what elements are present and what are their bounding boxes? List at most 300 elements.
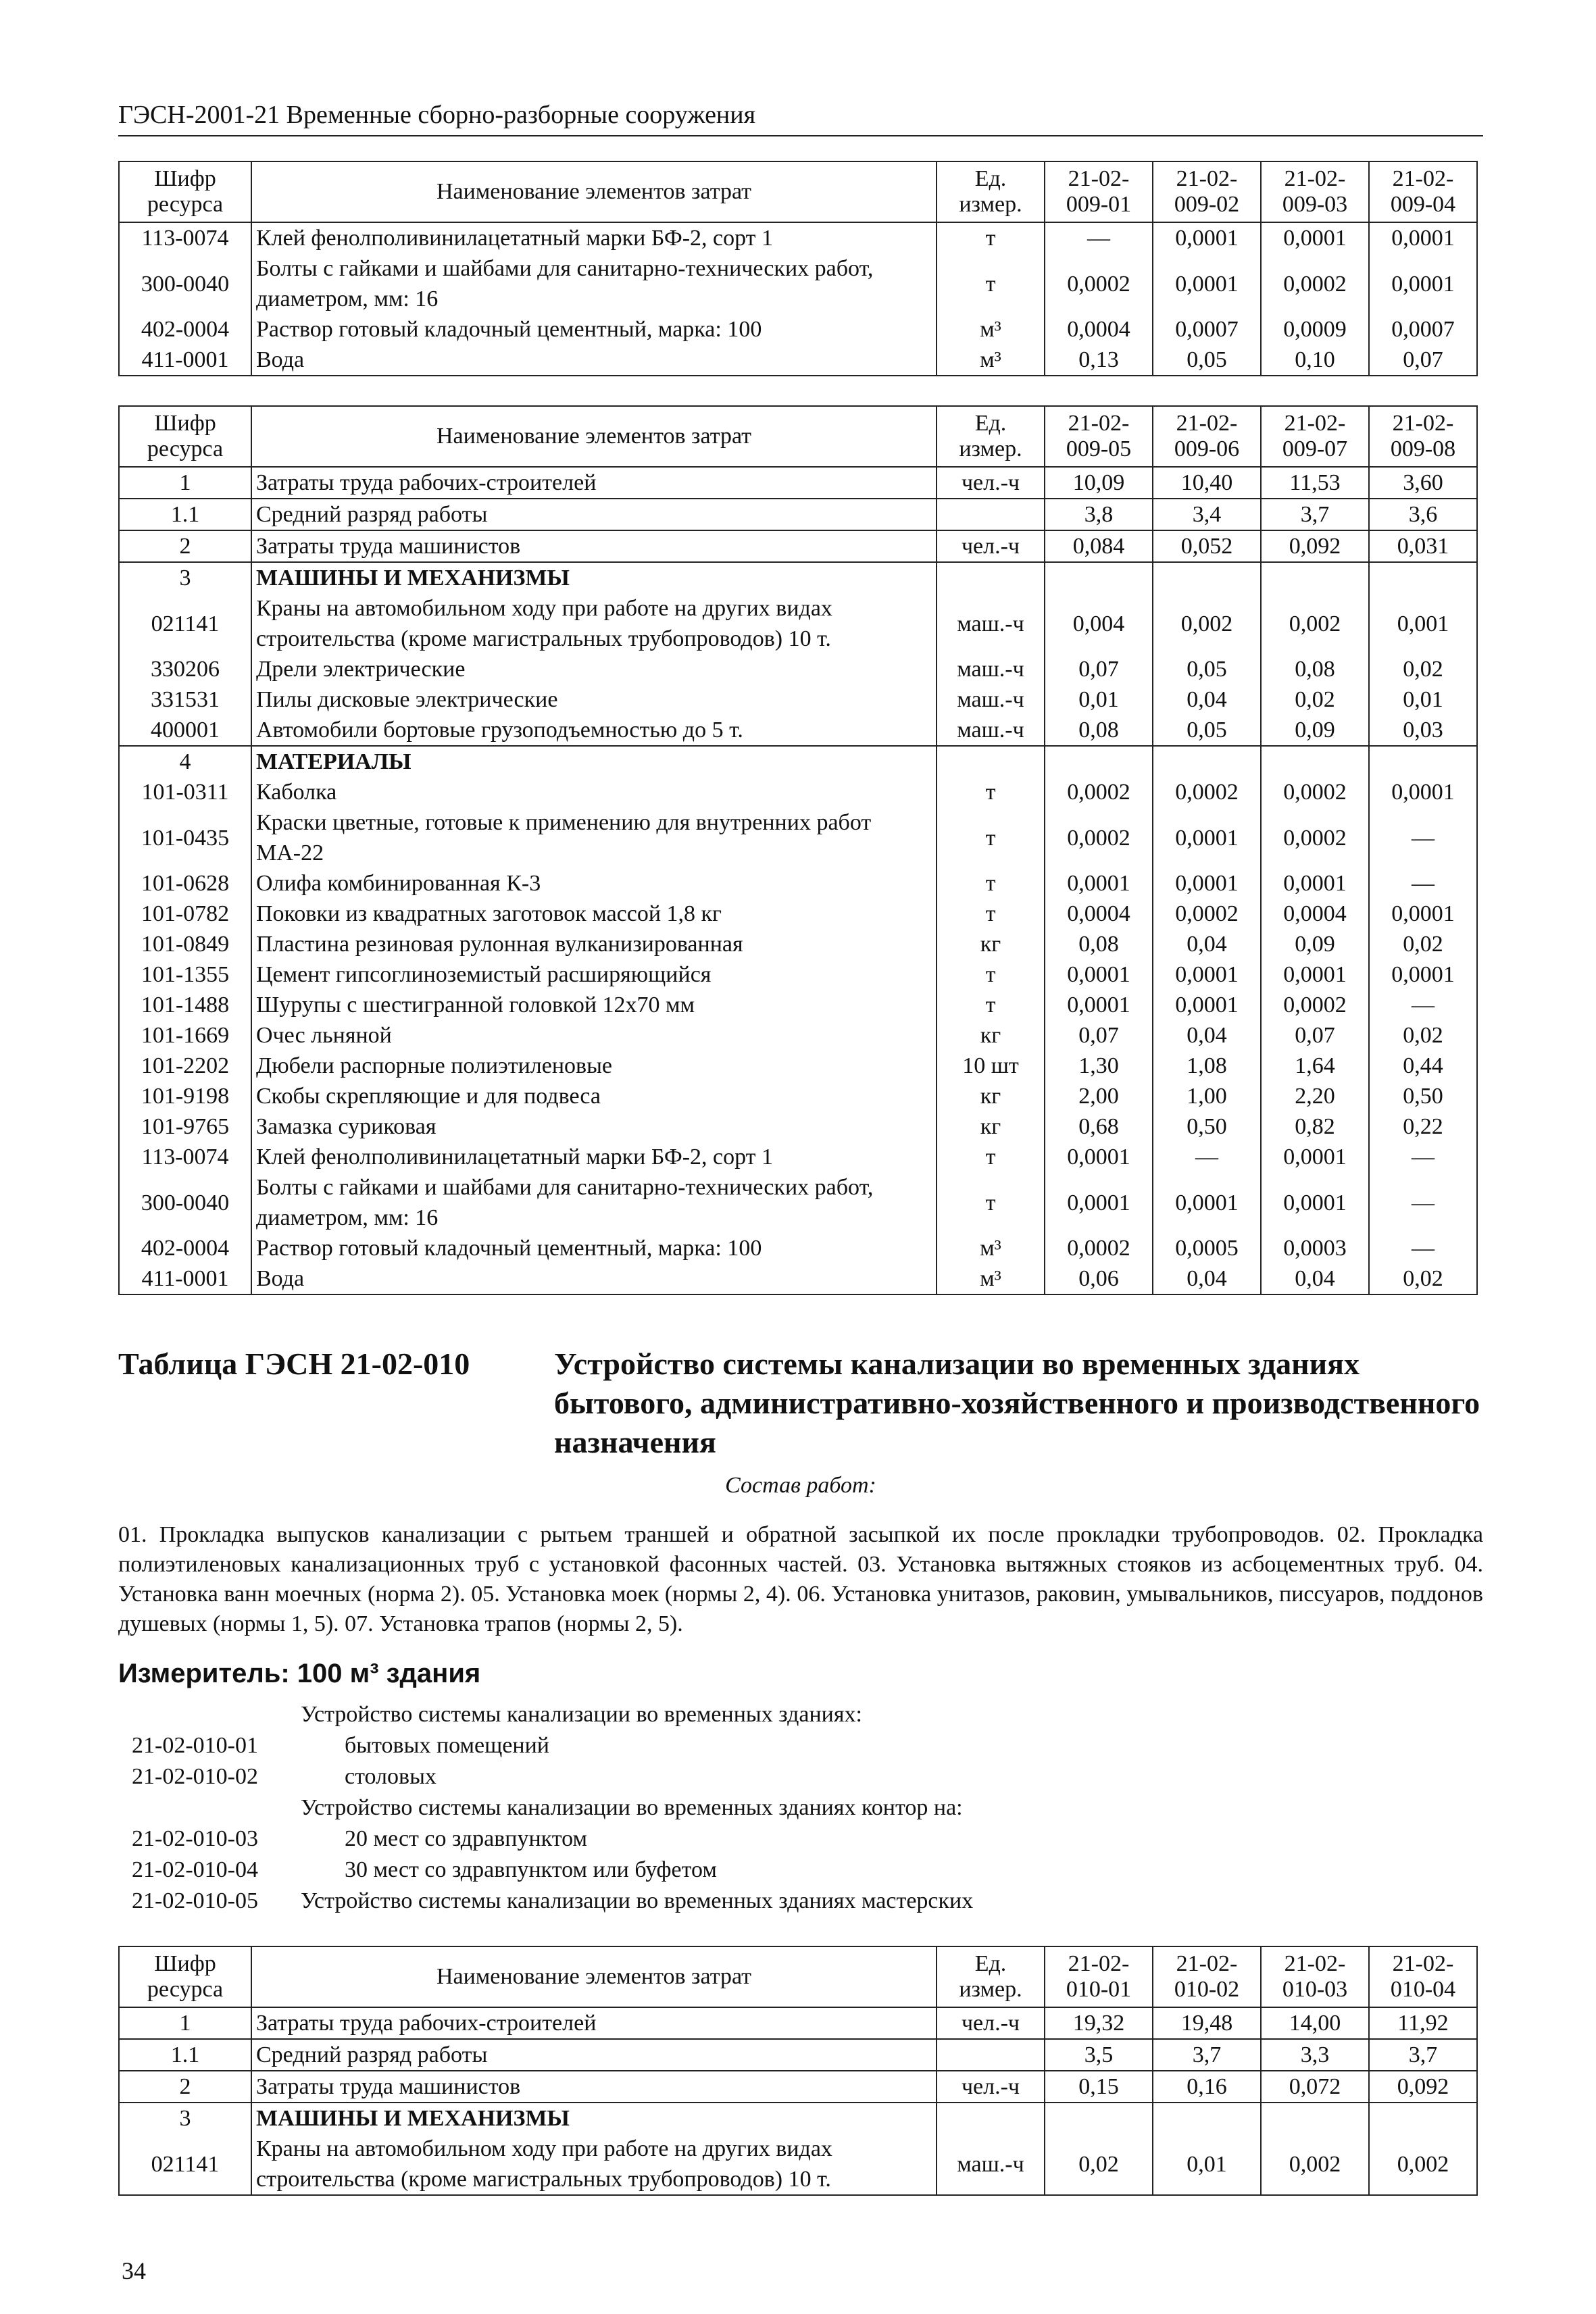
variant-desc: бытовых помещений [345, 1733, 549, 1758]
resource-value: 1,08 [1153, 1051, 1261, 1081]
resource-unit: т [937, 899, 1045, 929]
resource-value: 0,03 [1369, 715, 1477, 746]
variant-group-heading: Устройство системы канализации во временных зданиях: [301, 1702, 862, 1727]
resource-table-009-05-08 [118, 405, 1478, 1295]
resource-value: — [1369, 1233, 1477, 1263]
page-header: ГЭСН-2001-21 Временные сборно-разборные сооружения [118, 100, 1483, 136]
resource-value: 0,0001 [1369, 777, 1477, 807]
resource-value: 0,092 [1261, 530, 1369, 562]
resource-name: Затраты труда машинистов [251, 2071, 937, 2103]
resource-unit: м³ [937, 1233, 1045, 1263]
table-row [119, 2103, 1477, 2134]
resource-name: Краны на автомобильном ходу при работе на других видах строительства (кроме магистральных трубопроводов) 10 т. [251, 2134, 937, 2195]
resource-unit: маш.-ч [937, 2134, 1045, 2195]
table-row [119, 314, 1477, 345]
resource-value: 0,08 [1045, 929, 1153, 959]
resource-code: 101-9765 [119, 1111, 251, 1142]
table-row [119, 1263, 1477, 1294]
resource-value: 0,0002 [1045, 777, 1153, 807]
composition-label: Состав работ: [725, 1473, 876, 1498]
resource-code: 411-0001 [119, 1263, 251, 1294]
resource-name: Автомобили бортовые грузоподъемностью до 5 т. [251, 715, 937, 746]
resource-value: 0,002 [1153, 593, 1261, 654]
resource-value: 3,7 [1153, 2039, 1261, 2071]
norm-variants [132, 1699, 1483, 1917]
resource-value: 0,092 [1369, 2071, 1477, 2103]
resource-code: 101-1355 [119, 959, 251, 990]
resource-value: 0,0002 [1045, 1233, 1153, 1263]
resource-value: 0,01 [1153, 2134, 1261, 2195]
column-header-norm: 21-02-009-03 [1261, 161, 1369, 222]
table-row [119, 777, 1477, 807]
resource-code: 2 [119, 530, 251, 562]
resource-code: 2 [119, 2071, 251, 2103]
resource-code: 330206 [119, 654, 251, 684]
table-row [119, 345, 1477, 376]
resource-code: 411-0001 [119, 345, 251, 376]
table-row [119, 2039, 1477, 2071]
resource-value [1045, 2103, 1153, 2134]
resource-value: 0,0002 [1153, 899, 1261, 929]
resource-value: 0,0001 [1261, 222, 1369, 253]
resource-value: 0,0002 [1045, 253, 1153, 314]
resource-name: Очес льняной [251, 1020, 937, 1051]
table-row [119, 467, 1477, 499]
resource-name: Затраты труда машинистов [251, 530, 937, 562]
resource-code: 3 [119, 2103, 251, 2134]
resource-value: 0,0001 [1045, 868, 1153, 899]
table-row [119, 1172, 1477, 1233]
resource-code: 402-0004 [119, 314, 251, 345]
variant-group-heading: Устройство системы канализации во временных зданиях контор на: [301, 1795, 963, 1820]
column-header-norm: 21-02-010-01 [1045, 1946, 1153, 2007]
resource-unit [937, 2039, 1045, 2071]
resource-value: 0,0001 [1261, 868, 1369, 899]
resource-value: 3,6 [1369, 499, 1477, 530]
resource-value [1153, 2103, 1261, 2134]
resource-value: 0,08 [1261, 654, 1369, 684]
resource-name: Дрели электрические [251, 654, 937, 684]
resource-code: 101-0782 [119, 899, 251, 929]
resource-value: 0,0001 [1369, 959, 1477, 990]
resource-value [1369, 2103, 1477, 2134]
table-row [119, 2071, 1477, 2103]
resource-value: 0,0002 [1045, 807, 1153, 868]
resource-value: 0,0002 [1153, 777, 1261, 807]
resource-unit [937, 499, 1045, 530]
column-header-name: Наименование элементов затрат [251, 161, 937, 222]
resource-value: 0,0002 [1261, 990, 1369, 1020]
resource-value: 0,0001 [1261, 1172, 1369, 1233]
resource-value: 3,60 [1369, 467, 1477, 499]
resource-code: 331531 [119, 684, 251, 715]
resource-value: 0,0001 [1153, 990, 1261, 1020]
column-header-code: Шифр ресурса [119, 1946, 251, 2007]
table-number: Таблица ГЭСН 21-02-010 [118, 1347, 470, 1381]
resource-unit: т [937, 868, 1045, 899]
resource-value: 10,09 [1045, 467, 1153, 499]
resource-value: 3,4 [1153, 499, 1261, 530]
resource-value: 0,0001 [1153, 959, 1261, 990]
resource-value: 0,0001 [1261, 1142, 1369, 1172]
resource-value: 0,13 [1045, 345, 1153, 376]
resource-unit [937, 2103, 1045, 2134]
resource-value: 0,06 [1045, 1263, 1153, 1294]
resource-code: 101-1488 [119, 990, 251, 1020]
resource-value: 1,00 [1153, 1081, 1261, 1111]
table-row [119, 222, 1477, 253]
resource-value: 0,0001 [1045, 959, 1153, 990]
resource-value: 0,02 [1369, 1020, 1477, 1051]
resource-table-009-01-04 [118, 161, 1478, 376]
column-header-name: Наименование элементов затрат [251, 406, 937, 467]
resource-value: 0,0001 [1369, 253, 1477, 314]
resource-name: Замазка суриковая [251, 1111, 937, 1142]
resource-value: 0,084 [1045, 530, 1153, 562]
resource-value: 0,0002 [1261, 807, 1369, 868]
resource-name: Клей фенолполивинилацетатный марки БФ-2, сорт 1 [251, 1142, 937, 1172]
resource-code: 101-1669 [119, 1020, 251, 1051]
resource-name: Краски цветные, готовые к применению для внутренних работ МА-22 [251, 807, 937, 868]
resource-value: 0,50 [1153, 1111, 1261, 1142]
resource-value [1261, 746, 1369, 777]
resource-code: 402-0004 [119, 1233, 251, 1263]
resource-value: 0,0005 [1153, 1233, 1261, 1263]
resource-value: 0,052 [1153, 530, 1261, 562]
variant-code: 21-02-010-01 [132, 1733, 258, 1758]
variant-code: 21-02-010-04 [132, 1857, 258, 1882]
resource-unit: т [937, 777, 1045, 807]
column-header-name: Наименование элементов затрат [251, 1946, 937, 2007]
table-row [119, 1020, 1477, 1051]
resource-value: 0,50 [1369, 1081, 1477, 1111]
resource-unit: чел.-ч [937, 2007, 1045, 2039]
resource-unit: м³ [937, 314, 1045, 345]
resource-value: 0,0009 [1261, 314, 1369, 345]
variant-code: 21-02-010-05 [132, 1888, 258, 1913]
table-row [119, 1233, 1477, 1263]
resource-code: 3 [119, 562, 251, 593]
column-header-norm: 21-02-009-04 [1369, 161, 1477, 222]
resource-unit: т [937, 1172, 1045, 1233]
resource-unit: т [937, 990, 1045, 1020]
resource-value: 10,40 [1153, 467, 1261, 499]
resource-value: 0,0003 [1261, 1233, 1369, 1263]
resource-value: 19,32 [1045, 2007, 1153, 2039]
resource-name: Вода [251, 1263, 937, 1294]
resource-value [1261, 2103, 1369, 2134]
table-row [119, 899, 1477, 929]
resource-value: 0,01 [1045, 684, 1153, 715]
resource-unit [937, 562, 1045, 593]
resource-unit: чел.-ч [937, 2071, 1045, 2103]
table-row [119, 1081, 1477, 1111]
resource-value: 0,15 [1045, 2071, 1153, 2103]
resource-value: 0,02 [1045, 2134, 1153, 2195]
table-row [119, 990, 1477, 1020]
resource-value: 0,0001 [1153, 253, 1261, 314]
resource-name: Пилы дисковые электрические [251, 684, 937, 715]
resource-value: 0,0001 [1261, 959, 1369, 990]
resource-value: 14,00 [1261, 2007, 1369, 2039]
resource-code: 4 [119, 746, 251, 777]
resource-value: 0,04 [1153, 929, 1261, 959]
resource-value: 0,02 [1369, 929, 1477, 959]
resource-value: — [1369, 990, 1477, 1020]
table-row [119, 807, 1477, 868]
resource-value: 0,0001 [1369, 899, 1477, 929]
resource-value: 3,7 [1369, 2039, 1477, 2071]
table-row [119, 868, 1477, 899]
column-header-norm: 21-02-009-02 [1153, 161, 1261, 222]
resource-unit: маш.-ч [937, 684, 1045, 715]
resource-name: Краны на автомобильном ходу при работе на других видах строительства (кроме магистральных трубопроводов) 10 т. [251, 593, 937, 654]
resource-unit: кг [937, 1020, 1045, 1051]
resource-value: 0,0001 [1045, 1172, 1153, 1233]
resource-value: 0,0001 [1045, 1142, 1153, 1172]
resource-unit: м³ [937, 345, 1045, 376]
column-header-norm: 21-02-009-05 [1045, 406, 1153, 467]
resource-value: 0,09 [1261, 929, 1369, 959]
resource-value: 0,68 [1045, 1111, 1153, 1142]
column-header-unit: Ед. измер. [937, 406, 1045, 467]
resource-value [1153, 562, 1261, 593]
resource-value: 3,7 [1261, 499, 1369, 530]
resource-value: 0,0004 [1045, 899, 1153, 929]
column-header-norm: 21-02-009-01 [1045, 161, 1153, 222]
resource-unit: кг [937, 929, 1045, 959]
column-header-norm: 21-02-009-07 [1261, 406, 1369, 467]
resource-value [1369, 746, 1477, 777]
resource-value: 2,20 [1261, 1081, 1369, 1111]
resource-code: 101-0311 [119, 777, 251, 807]
column-header-unit: Ед. измер. [937, 1946, 1045, 2007]
variant-code: 21-02-010-02 [132, 1764, 258, 1789]
resource-code: 1 [119, 2007, 251, 2039]
resource-value: 0,002 [1261, 2134, 1369, 2195]
resource-value: 19,48 [1153, 2007, 1261, 2039]
resource-code: 300-0040 [119, 1172, 251, 1233]
resource-value: 0,82 [1261, 1111, 1369, 1142]
resource-value: 3,8 [1045, 499, 1153, 530]
resource-value: 1,30 [1045, 1051, 1153, 1081]
resource-value: 0,0001 [1045, 990, 1153, 1020]
resource-value: 0,10 [1261, 345, 1369, 376]
resource-value: 1,64 [1261, 1051, 1369, 1081]
resource-value: 0,05 [1153, 654, 1261, 684]
table-row [119, 959, 1477, 990]
resource-value: 0,002 [1261, 593, 1369, 654]
resource-value: 2,00 [1045, 1081, 1153, 1111]
resource-unit: т [937, 1142, 1045, 1172]
resource-value: 0,0001 [1153, 1172, 1261, 1233]
resource-value: 0,16 [1153, 2071, 1261, 2103]
resource-value: 0,07 [1045, 1020, 1153, 1051]
resource-value [1369, 562, 1477, 593]
resource-name: Олифа комбинированная К-3 [251, 868, 937, 899]
resource-value: 0,0002 [1261, 777, 1369, 807]
resource-name: Дюбели распорные полиэтиленовые [251, 1051, 937, 1081]
resource-name: Цемент гипсоглиноземистый расширяющийся [251, 959, 937, 990]
resource-name: МАШИНЫ И МЕХАНИЗМЫ [251, 2103, 937, 2134]
resource-code: 400001 [119, 715, 251, 746]
resource-name: Клей фенолполивинилацетатный марки БФ-2, сорт 1 [251, 222, 937, 253]
resource-value: 0,04 [1261, 1263, 1369, 1294]
resource-unit: чел.-ч [937, 467, 1045, 499]
resource-unit: кг [937, 1111, 1045, 1142]
resource-name: Затраты труда рабочих-строителей [251, 467, 937, 499]
resource-value: 0,22 [1369, 1111, 1477, 1142]
resource-name: Шурупы с шестигранной головкой 12х70 мм [251, 990, 937, 1020]
column-header-unit: Ед. измер. [937, 161, 1045, 222]
resource-value: 0,0001 [1153, 807, 1261, 868]
resource-code: 113-0074 [119, 1142, 251, 1172]
resource-unit: т [937, 807, 1045, 868]
resource-value: — [1153, 1142, 1261, 1172]
resource-value: — [1369, 1172, 1477, 1233]
resource-code: 113-0074 [119, 222, 251, 253]
meter-label: Измеритель: 100 м³ здания [118, 1659, 481, 1688]
resource-code: 021141 [119, 2134, 251, 2195]
resource-value: 0,04 [1153, 684, 1261, 715]
column-header-norm: 21-02-009-08 [1369, 406, 1477, 467]
resource-code: 101-9198 [119, 1081, 251, 1111]
table-row [119, 746, 1477, 777]
variant-desc: Устройство системы канализации во временных зданиях мастерских [301, 1888, 974, 1913]
resource-code: 101-0849 [119, 929, 251, 959]
resource-name: Раствор готовый кладочный цементный, марка: 100 [251, 314, 937, 345]
table-row [119, 2007, 1477, 2039]
resource-code: 101-0435 [119, 807, 251, 868]
resource-name: Болты с гайками и шайбами для санитарно-технических работ, диаметром, мм: 16 [251, 253, 937, 314]
resource-value: 0,04 [1153, 1263, 1261, 1294]
table-row [119, 1111, 1477, 1142]
resource-code: 1.1 [119, 2039, 251, 2071]
resource-value: 0,0002 [1261, 253, 1369, 314]
resource-value: 0,072 [1261, 2071, 1369, 2103]
table-row [119, 2134, 1477, 2195]
resource-value: 0,09 [1261, 715, 1369, 746]
table-row [119, 499, 1477, 530]
resource-value: 0,08 [1045, 715, 1153, 746]
resource-value: 0,031 [1369, 530, 1477, 562]
table-row [119, 530, 1477, 562]
table-row [119, 253, 1477, 314]
resource-name: Пластина резиновая рулонная вулканизированная [251, 929, 937, 959]
variant-desc: столовых [345, 1764, 437, 1789]
resource-code: 1.1 [119, 499, 251, 530]
resource-value: — [1369, 807, 1477, 868]
resource-name: Средний разряд работы [251, 499, 937, 530]
works-description: 01. Прокладка выпусков канализации с рытьем траншей и обратной засыпкой их после прокладки трубопроводов. 02. Прокладка полиэтиленовых канализационных труб с установкой фасонных частей. 03. Установка вытяжных стояков из асбоцементных труб. 04. Установка ванн моечных (норма 2). 05. Установка моек (нормы 2, 4). 06. Установка унитазов, раковин, умывальников, писсуаров, поддонов душевых (нормы 1, 5). 07. Установка трапов (нормы 2, 5). [118, 1522, 1483, 1636]
resource-value [1045, 562, 1153, 593]
resource-name: Средний разряд работы [251, 2039, 937, 2071]
resource-unit: маш.-ч [937, 593, 1045, 654]
resource-value: — [1369, 1142, 1477, 1172]
page-number: 34 [122, 2257, 146, 2284]
resource-value: 0,0001 [1369, 222, 1477, 253]
column-header-norm: 21-02-009-06 [1153, 406, 1261, 467]
table-row [119, 929, 1477, 959]
resource-value: 0,05 [1153, 715, 1261, 746]
resource-name: Каболка [251, 777, 937, 807]
resource-code: 101-2202 [119, 1051, 251, 1081]
resource-value: 3,3 [1261, 2039, 1369, 2071]
resource-code: 021141 [119, 593, 251, 654]
resource-value: 0,44 [1369, 1051, 1477, 1081]
resource-name: Затраты труда рабочих-строителей [251, 2007, 937, 2039]
resource-unit: т [937, 222, 1045, 253]
resource-name: Болты с гайками и шайбами для санитарно-технических работ, диаметром, мм: 16 [251, 1172, 937, 1233]
resource-value: 0,07 [1045, 654, 1153, 684]
resource-unit: т [937, 253, 1045, 314]
resource-value [1153, 746, 1261, 777]
resource-value: 0,0001 [1153, 868, 1261, 899]
resource-value: 0,02 [1369, 654, 1477, 684]
table-title: Устройство системы канализации во временных зданиях бытового, административно-хозяйственного и производственного назначения [554, 1347, 1480, 1459]
column-header-code: Шифр ресурса [119, 406, 251, 467]
column-header-code: Шифр ресурса [119, 161, 251, 222]
resource-table-010-01-04 [118, 1946, 1478, 2196]
resource-name: Вода [251, 345, 937, 376]
resource-name: Раствор готовый кладочный цементный, марка: 100 [251, 1233, 937, 1263]
resource-value: 0,04 [1153, 1020, 1261, 1051]
resource-name: Скобы скрепляющие и для подвеса [251, 1081, 937, 1111]
resource-value: 0,07 [1261, 1020, 1369, 1051]
table-row [119, 715, 1477, 746]
variant-code: 21-02-010-03 [132, 1826, 258, 1851]
resource-value: 0,02 [1261, 684, 1369, 715]
resource-value: — [1045, 222, 1153, 253]
resource-unit: кг [937, 1081, 1045, 1111]
resource-code: 101-0628 [119, 868, 251, 899]
column-header-norm: 21-02-010-04 [1369, 1946, 1477, 2007]
resource-value: 3,5 [1045, 2039, 1153, 2071]
resource-value: 0,05 [1153, 345, 1261, 376]
resource-value: 0,002 [1369, 2134, 1477, 2195]
resource-value: 0,0007 [1153, 314, 1261, 345]
resource-value: 0,0007 [1369, 314, 1477, 345]
resource-value: 0,004 [1045, 593, 1153, 654]
column-header-norm: 21-02-010-03 [1261, 1946, 1369, 2007]
resource-value [1045, 746, 1153, 777]
column-header-norm: 21-02-010-02 [1153, 1946, 1261, 2007]
resource-name: Поковки из квадратных заготовок массой 1,8 кг [251, 899, 937, 929]
resource-value: — [1369, 868, 1477, 899]
table-row [119, 562, 1477, 593]
resource-unit: т [937, 959, 1045, 990]
resource-value: 0,02 [1369, 1263, 1477, 1294]
resource-name: МАТЕРИАЛЫ [251, 746, 937, 777]
resource-value: 0,0001 [1153, 222, 1261, 253]
table-row [119, 654, 1477, 684]
resource-value: 11,92 [1369, 2007, 1477, 2039]
resource-name: МАШИНЫ И МЕХАНИЗМЫ [251, 562, 937, 593]
resource-unit: маш.-ч [937, 654, 1045, 684]
resource-unit: 10 шт [937, 1051, 1045, 1081]
resource-code: 1 [119, 467, 251, 499]
resource-value: 0,001 [1369, 593, 1477, 654]
table-row [119, 593, 1477, 654]
variant-desc: 30 мест со здравпунктом или буфетом [345, 1857, 717, 1882]
resource-value: 0,01 [1369, 684, 1477, 715]
resource-value: 11,53 [1261, 467, 1369, 499]
resource-unit [937, 746, 1045, 777]
resource-unit: маш.-ч [937, 715, 1045, 746]
resource-value [1261, 562, 1369, 593]
resource-value: 0,0004 [1045, 314, 1153, 345]
resource-value: 0,0004 [1261, 899, 1369, 929]
